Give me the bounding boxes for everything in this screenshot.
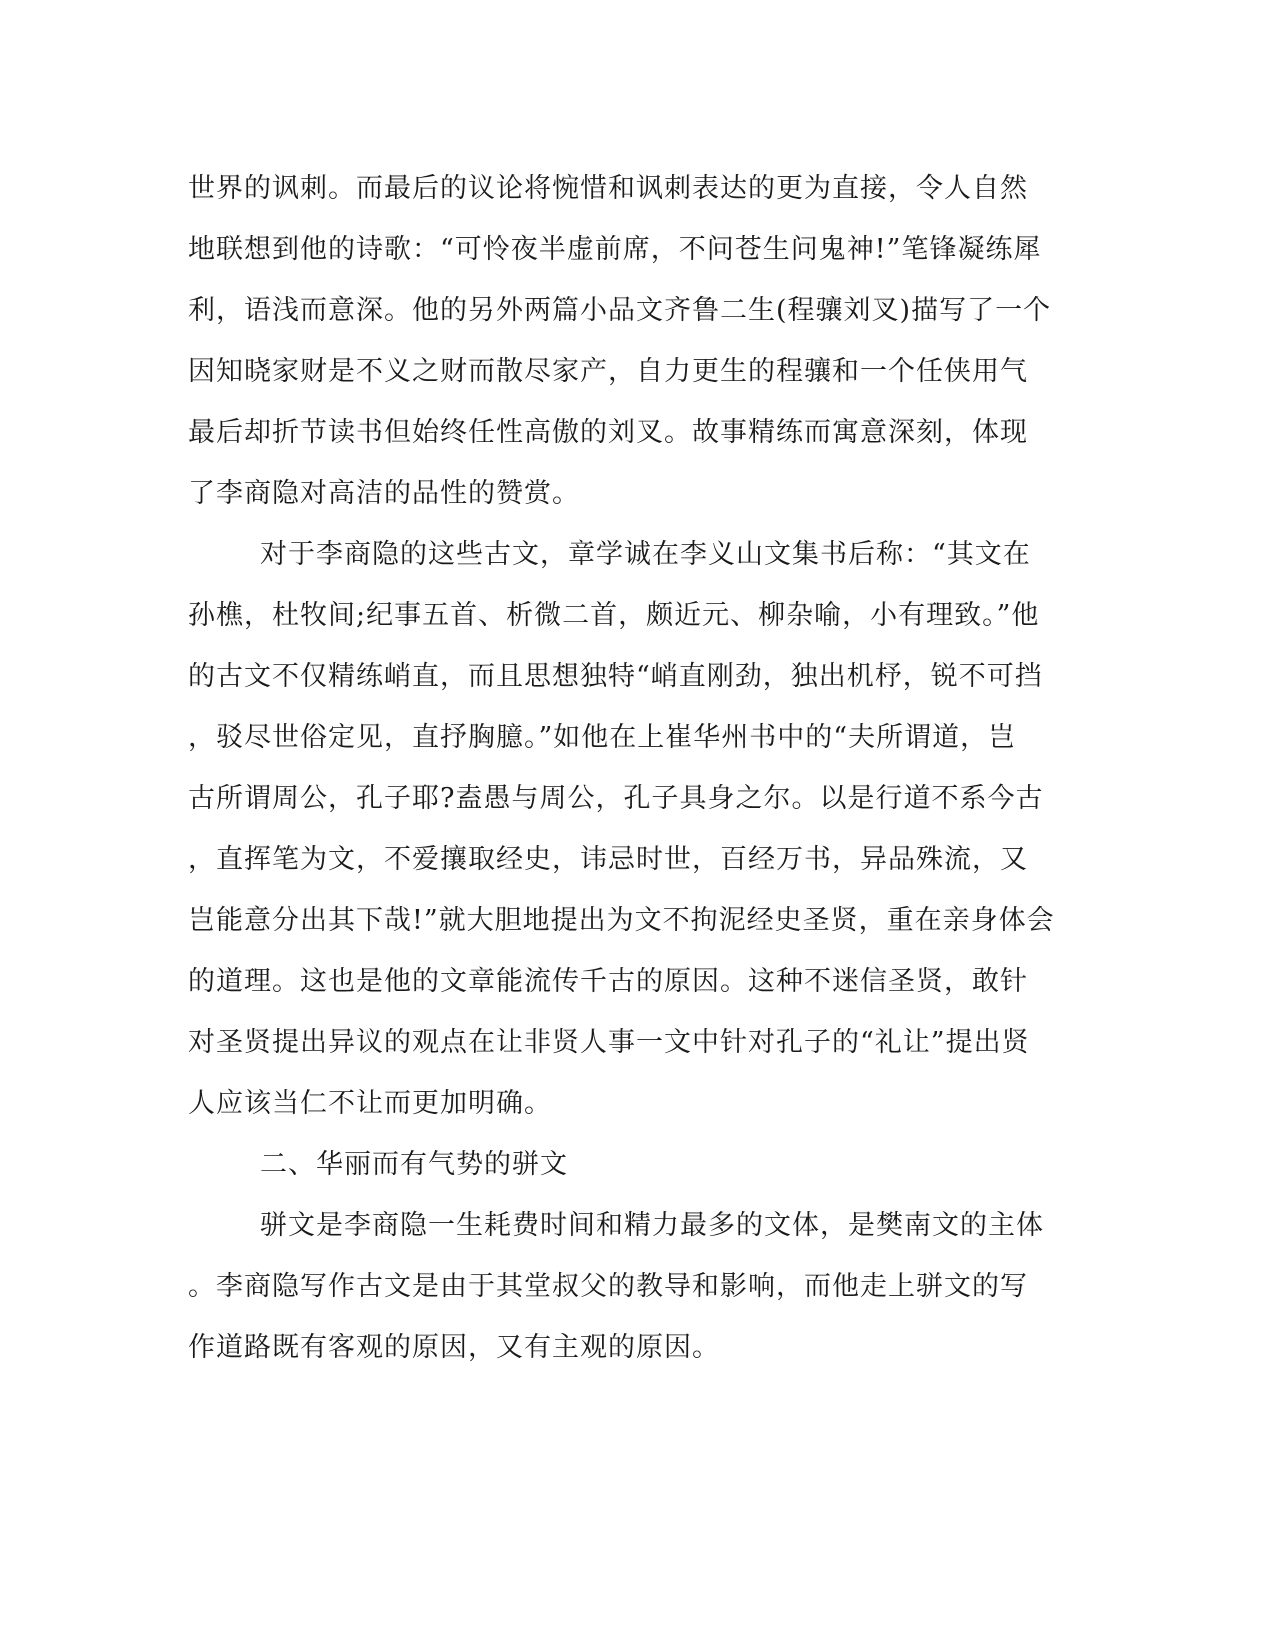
- text-line: 利，语浅而意深。他的另外两篇小品文齐鲁二生(程骧刘叉)描写了一个: [188, 295, 1052, 326]
- text-line: 的古文不仅精练峭直，而且思想独特“峭直刚劲，独出机杼，锐不可挡: [188, 661, 1043, 692]
- text-line: 最后却折节读书但始终任性高傲的刘叉。故事精练而寓意深刻，体现: [188, 417, 1028, 448]
- text-line: 的道理。这也是他的文章能流传千古的原因。这种不迷信圣贤，敢针: [188, 966, 1028, 997]
- paragraph-start-line: 对于李商隐的这些古文，章学诚在李义山文集书后称：“其文在: [260, 539, 1031, 570]
- text-line: 因知晓家财是不义之财而散尽家产，自力更生的程骧和一个任侠用气: [188, 356, 1028, 387]
- text-line: 岂能意分出其下哉!”就大胆地提出为文不拘泥经史圣贤，重在亲身体会: [188, 905, 1055, 936]
- text-line: 了李商隐对高洁的品性的赞赏。: [188, 478, 580, 509]
- section-heading: 二、华丽而有气势的骈文: [260, 1149, 568, 1180]
- document-body: [188, 158, 1088, 1378]
- text-line: 。李商隐写作古文是由于其堂叔父的教导和影响，而他走上骈文的写: [188, 1271, 1028, 1302]
- text-line: 孙樵，杜牧间;纪事五首、析微二首，颇近元、柳杂喻，小有理致。”他: [188, 600, 1040, 631]
- text-line: 地联想到他的诗歌：“可怜夜半虚前席，不问苍生问鬼神!”笔锋凝练犀: [188, 234, 1042, 265]
- text-line: ，驳尽世俗定见，直抒胸臆。”如他在上崔华州书中的“夫所谓道，岂: [188, 722, 1017, 753]
- text-line: 作道路既有客观的原因，又有主观的原因。: [188, 1332, 720, 1363]
- text-line: 世界的讽刺。而最后的议论将惋惜和讽刺表达的更为直接，令人自然: [188, 173, 1028, 204]
- text-line: ，直挥笔为文，不爱攘取经史，讳忌时世，百经万书，异品殊流，又: [188, 844, 1028, 875]
- text-line: 人应该当仁不让而更加明确。: [188, 1088, 552, 1119]
- text-line: 古所谓周公，孔子耶?盍愚与周公，孔子具身之尔。以是行道不系今古: [188, 783, 1044, 814]
- text-line: 对圣贤提出异议的观点在让非贤人事一文中针对孔子的“礼让”提出贤: [188, 1027, 1030, 1058]
- paragraph-start-line: 骈文是李商隐一生耗费时间和精力最多的文体，是樊南文的主体: [260, 1210, 1044, 1241]
